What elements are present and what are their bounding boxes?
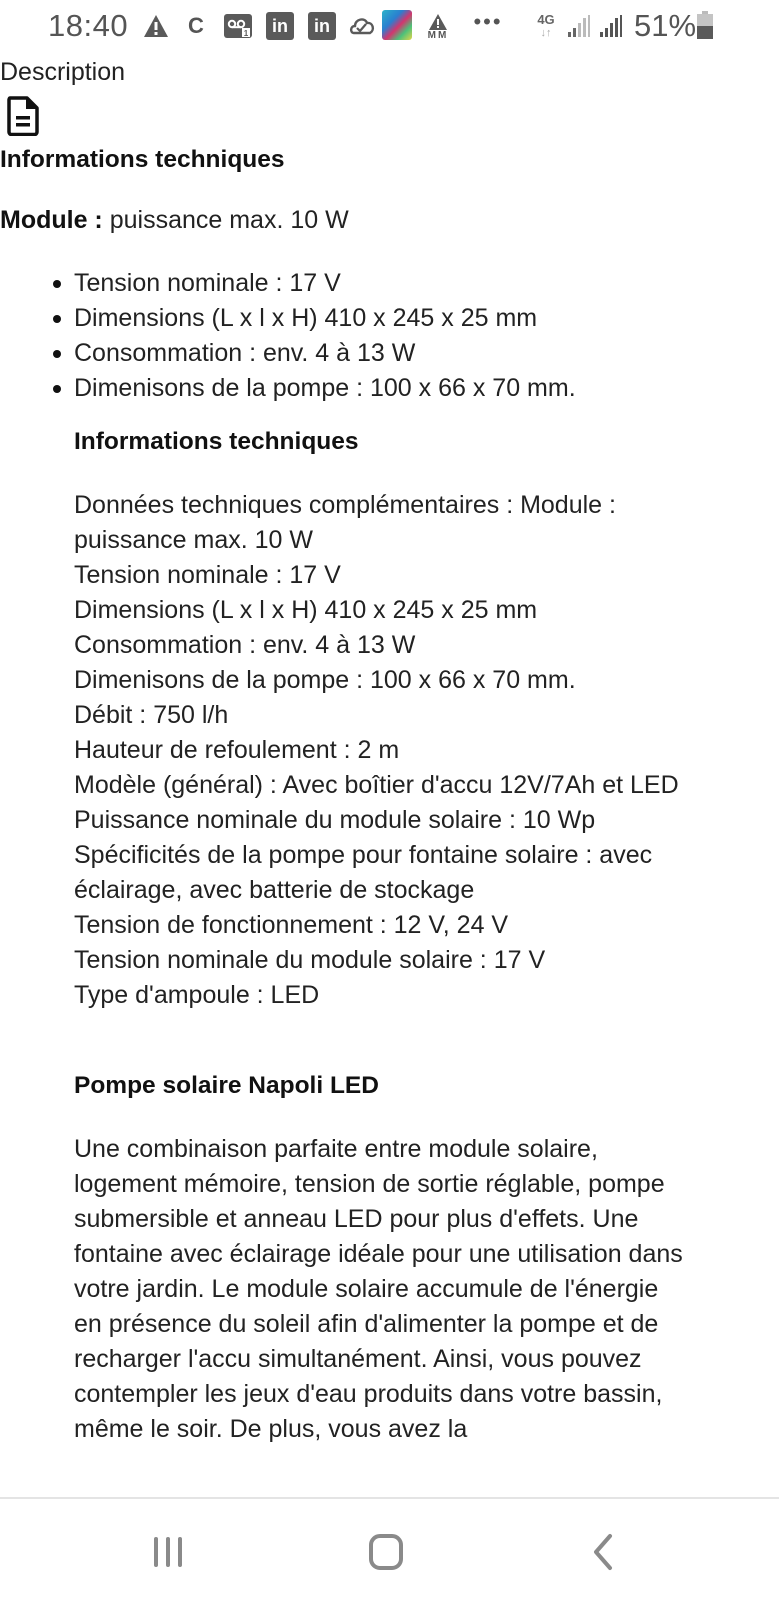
battery-icon <box>696 10 714 40</box>
list-item: Dimenisons de la pompe : 100 x 66 x 70 mm. <box>74 371 576 406</box>
spec-line: Tension nominale du module solaire : 17 V <box>74 946 546 974</box>
module-value: puissance max. 10 W <box>102 206 349 234</box>
spec-line: Modèle (général) : Avec boîtier d'accu 12V/7Ah et LED <box>74 771 679 799</box>
app-icon <box>382 10 412 40</box>
product-description-block <box>74 1072 684 1447</box>
c-icon: C <box>188 13 204 38</box>
linkedin-icon: in <box>308 12 336 40</box>
spec-line: Puissance nominale du module solaire : 10 Wp <box>74 806 596 834</box>
recents-icon <box>148 1532 188 1572</box>
cloud-check-icon <box>348 12 376 40</box>
document-icon[interactable] <box>6 96 40 136</box>
spec-line: Type d'ampoule : LED <box>74 981 320 1009</box>
battery-percent: 51% <box>634 8 697 43</box>
spec-line: Dimensions (L x l x H) 410 x 245 x 25 mm <box>74 596 538 624</box>
module-power-line <box>0 206 349 235</box>
technical-details-block <box>74 428 684 1013</box>
more-dots-icon: ••• <box>473 9 503 34</box>
spec-line: Consommation : env. 4 à 13 W <box>74 631 416 659</box>
description-label: Description <box>0 58 126 86</box>
spec-line: Spécificités de la pompe pour fontaine solaire : avec éclairage, avec batterie de stockage <box>74 841 653 904</box>
home-button[interactable] <box>356 1527 416 1577</box>
spec-line: Hauteur de refoulement : 2 m <box>74 736 400 764</box>
network-4g-icon: 4G ↓↑ <box>537 12 555 39</box>
heading-technical-info: Informations techniques <box>0 146 285 173</box>
heading-technical-info-sub: Informations techniques <box>74 428 359 455</box>
clock: 18:40 <box>48 8 129 43</box>
list-item: Consommation : env. 4 à 13 W <box>74 336 576 371</box>
svg-text:1: 1 <box>243 29 249 37</box>
home-icon <box>366 1532 406 1572</box>
page-content <box>0 52 779 1497</box>
module-label: Module : <box>0 206 103 234</box>
signal-strength-icon <box>598 12 624 40</box>
voicemail-icon <box>224 14 252 38</box>
spec-line: Dimenisons de la pompe : 100 x 66 x 70 mm. <box>74 666 576 694</box>
spec-bullet-list <box>0 266 576 406</box>
spec-line: Données techniques complémentaires : Module : puissance max. 10 W <box>74 491 616 554</box>
spec-line: Tension de fonctionnement : 12 V, 24 V <box>74 911 509 939</box>
spec-line: Débit : 750 l/h <box>74 701 229 729</box>
product-heading: Pompe solaire Napoli LED <box>74 1072 379 1099</box>
recents-button[interactable] <box>138 1527 198 1577</box>
status-bar <box>0 0 779 52</box>
spec-line: Tension nominale : 17 V <box>74 561 341 589</box>
linkedin-icon: in <box>266 12 294 40</box>
signal-strength-icon <box>566 12 592 40</box>
spec-lines <box>74 488 684 1013</box>
product-paragraph: Une combinaison parfaite entre module solaire, logement mémoire, tension de sortie réglable, pompe submersible et anneau LED pour plus d'effets. Une fontaine avec éclairage idéale pour une utilisation dans votre jardin. Le module solaire accumule de l'énergie en présence du soleil afin d'alimenter la pompe et de recharger l'accu simultanément. Ainsi, vous pouvez contempler les jeux d'eau produits dans votre bassin, même le soir. De plus, vous avez la <box>74 1135 683 1443</box>
list-item: Dimensions (L x l x H) 410 x 245 x 25 mm <box>74 301 576 336</box>
back-icon <box>584 1532 624 1572</box>
list-item: Tension nominale : 17 V <box>74 266 576 301</box>
warning-icon <box>142 12 170 40</box>
navigation-bar <box>0 1497 779 1602</box>
back-button[interactable] <box>574 1527 634 1577</box>
mm-warning-icon: MM <box>424 10 452 44</box>
